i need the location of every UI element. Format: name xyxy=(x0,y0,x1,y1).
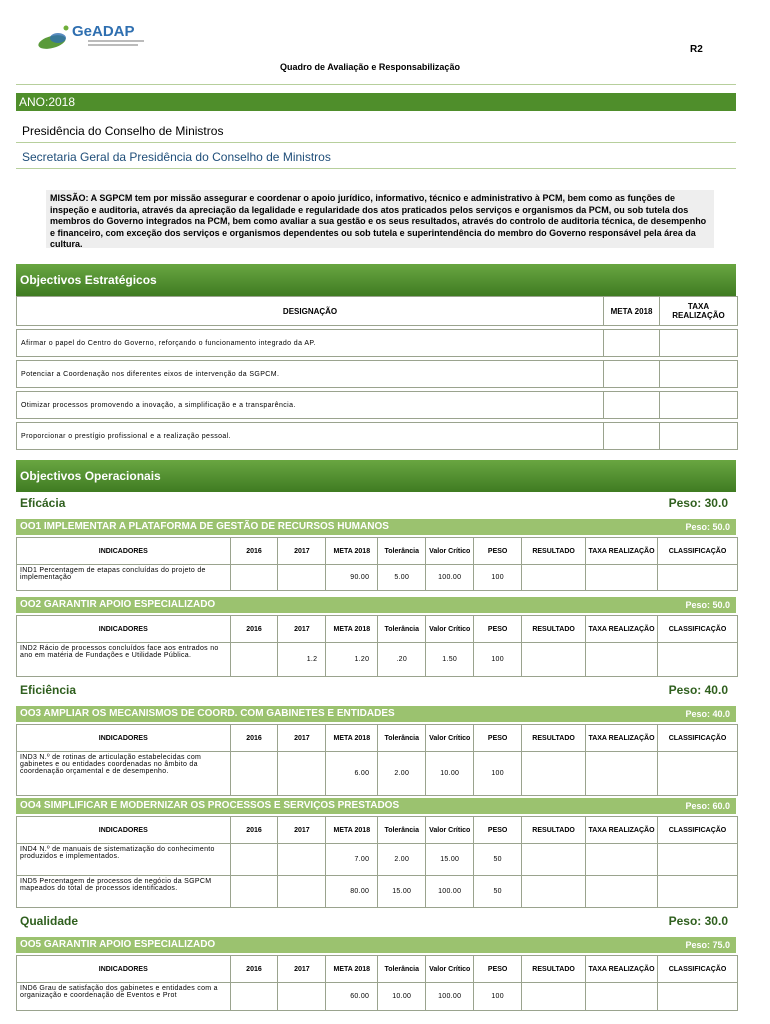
category-weight: Peso: 30.0 xyxy=(668,914,728,928)
document-code: R2 xyxy=(690,44,703,55)
col-valor-critico: Valor Crítico xyxy=(426,538,474,565)
svg-text:GeADAP: GeADAP xyxy=(72,23,135,40)
entity-name: Secretaria Geral da Presidência do Conselho de Ministros xyxy=(22,150,331,164)
category-weight: Peso: 30.0 xyxy=(668,496,728,510)
indicator-table-oo2: INDICADORES 2016 2017 META 2018 Tolerância Valor Crítico PESO RESULTADO TAXA REALIZAÇÃO CLASSIFICAÇÃO IND2 Rácio de processos concluídos face aos entrados no ano em matéria de Fundações e Utilidade Pública. 1.2 1.20 .20 1.50 100 xyxy=(16,615,738,677)
table-row: IND2 Rácio de processos concluídos face aos entrados no ano em matéria de Fundações e Utilidade Pública. 1.2 1.20 .20 1.50 100 xyxy=(17,643,738,677)
indicator-table-oo4: INDICADORES 2016 2017 META 2018 Tolerância Valor Crítico PESO RESULTADO TAXA REALIZAÇÃO CLASSIFICAÇÃO IND4 N.º de manuais de sistematização do conhecimento produzidos e implementados. 7.00 2.00 15.00 50 IND5 Percentagem de processos de negócio da SGPCM mapeados do total de processos identificados. 80.00 15.00 100.00 50 xyxy=(16,816,738,908)
col-indicadores: INDICADORES xyxy=(17,538,231,565)
geadap-logo xyxy=(36,22,186,56)
col-peso: PESO xyxy=(474,538,522,565)
objective-oo2 xyxy=(16,597,736,613)
table-row: IND5 Percentagem de processos de negócio da SGPCM mapeados do total de processos identificados. 80.00 15.00 100.00 50 xyxy=(17,876,738,908)
category-name: Eficácia xyxy=(20,496,66,510)
table-row: Potenciar a Coordenação nos diferentes eixos de intervenção da SGPCM. xyxy=(17,361,738,388)
designation-header: DESIGNAÇÃO xyxy=(17,297,604,326)
divider xyxy=(16,84,736,85)
col-2017: 2017 xyxy=(278,538,326,565)
table-row: IND1 Percentagem de etapas concluídas do projeto de implementação 90.00 5.00 100.00 100 xyxy=(17,565,738,591)
document-title: Quadro de Avaliação e Responsabilização xyxy=(280,62,460,72)
table-row: Afirmar o papel do Centro do Governo, reforçando o funcionamento integrado da AP. xyxy=(17,330,738,357)
objective-title: OO4 SIMPLIFICAR E MODERNIZAR OS PROCESSOS E SERVIÇOS PRESTADOS xyxy=(20,800,400,811)
table-row: IND3 N.º de rotinas de articulação estabelecidas com gabinetes e ou entidades coordenadas no âmbito da coordenação orçamental e de desempenho. 6.00 2.00 10.00 100 xyxy=(17,752,738,796)
table-row: Otimizar processos promovendo a inovação, a simplificação e a transparência. xyxy=(17,392,738,419)
strategic-objectives-table xyxy=(16,296,738,450)
meta-header: META 2018 xyxy=(604,297,660,326)
taxa-header: TAXA REALIZAÇÃO xyxy=(660,297,738,326)
col-resultado: RESULTADO xyxy=(522,538,586,565)
indicator-table-oo5: INDICADORES 2016 2017 META 2018 Tolerância Valor Crítico PESO RESULTADO TAXA REALIZAÇÃO CLASSIFICAÇÃO IND6 Grau de satisfação dos gabinetes e entidades com a organização e coordenação de Eventos e Prot 60.00 10.00 100.00 100 xyxy=(16,955,738,1011)
objective-oo3 xyxy=(16,706,736,722)
indicator-table-oo3: INDICADORES 2016 2017 META 2018 Tolerância Valor Crítico PESO RESULTADO TAXA REALIZAÇÃO CLASSIFICAÇÃO IND3 N.º de rotinas de articulação estabelecidas com gabinetes e ou entidades coordenadas no âmbito da coordenação orçamental e de desempenho. 6.00 2.00 10.00 100 xyxy=(16,724,738,796)
col-tolerancia: Tolerância xyxy=(378,538,426,565)
indicator-table-oo1 xyxy=(16,537,738,591)
category-eficiencia xyxy=(20,683,730,699)
year-bar: ANO:2018 xyxy=(16,93,736,111)
divider xyxy=(16,142,736,143)
table-row: Proporcionar o prestígio profissional e a realização pessoal. xyxy=(17,423,738,450)
objective-oo5 xyxy=(16,937,736,953)
objective-title: OO1 IMPLEMENTAR A PLATAFORMA DE GESTÃO DE RECURSOS HUMANOS xyxy=(20,521,389,532)
strategic-objectives-header: Objectivos Estratégicos xyxy=(16,264,736,296)
objective-oo4 xyxy=(16,798,736,814)
table-row: IND6 Grau de satisfação dos gabinetes e entidades com a organização e coordenação de Eventos e Prot 60.00 10.00 100.00 100 xyxy=(17,983,738,1011)
objective-title: OO5 GARANTIR APOIO ESPECIALIZADO xyxy=(20,939,216,950)
divider xyxy=(16,168,736,169)
col-2016: 2016 xyxy=(230,538,278,565)
objective-weight: Peso: 50.0 xyxy=(685,522,730,532)
category-qualidade xyxy=(20,914,730,930)
objective-title: OO3 AMPLIAR OS MECANISMOS DE COORD. COM GABINETES E ENTIDADES xyxy=(20,708,395,719)
category-name: Eficiência xyxy=(20,683,77,697)
ministry-name: Presidência do Conselho de Ministros xyxy=(22,124,224,138)
objective-weight: Peso: 40.0 xyxy=(685,709,730,719)
col-meta: META 2018 xyxy=(326,538,378,565)
table-row: IND4 N.º de manuais de sistematização do conhecimento produzidos e implementados. 7.00 2.00 15.00 50 xyxy=(17,844,738,876)
objective-weight: Peso: 75.0 xyxy=(685,940,730,950)
objective-title: OO2 GARANTIR APOIO ESPECIALIZADO xyxy=(20,599,216,610)
category-eficacia xyxy=(20,496,730,512)
objective-oo1 xyxy=(16,519,736,535)
objective-weight: Peso: 60.0 xyxy=(685,801,730,811)
operational-objectives-header: Objectivos Operacionais xyxy=(16,460,736,492)
col-classificacao: CLASSIFICAÇÃO xyxy=(657,538,737,565)
objective-weight: Peso: 50.0 xyxy=(685,600,730,610)
category-weight: Peso: 40.0 xyxy=(668,683,728,697)
col-taxa: TAXA REALIZAÇÃO xyxy=(586,538,658,565)
category-name: Qualidade xyxy=(20,914,79,928)
mission-statement: MISSÃO: A SGPCM tem por missão assegurar e coordenar o apoio jurídico, informativo, técnico e administrativo à PCM, bem como as funções de inspeção e auditoria, através da apreciação da legalidade e regularidade dos atos praticados pelos serviços e organismos da PCM, ou sob tutela dos membros do Governo integrados na PCM, bem como avaliar a sua gestão e os seus resultados, através do controlo de auditoria técnica, de desempenho e financeiro, com exceção dos serviços e organismos dependentes ou sob tutela e superintendência do membro do Governo responsável pela área da cultura. xyxy=(46,190,714,248)
